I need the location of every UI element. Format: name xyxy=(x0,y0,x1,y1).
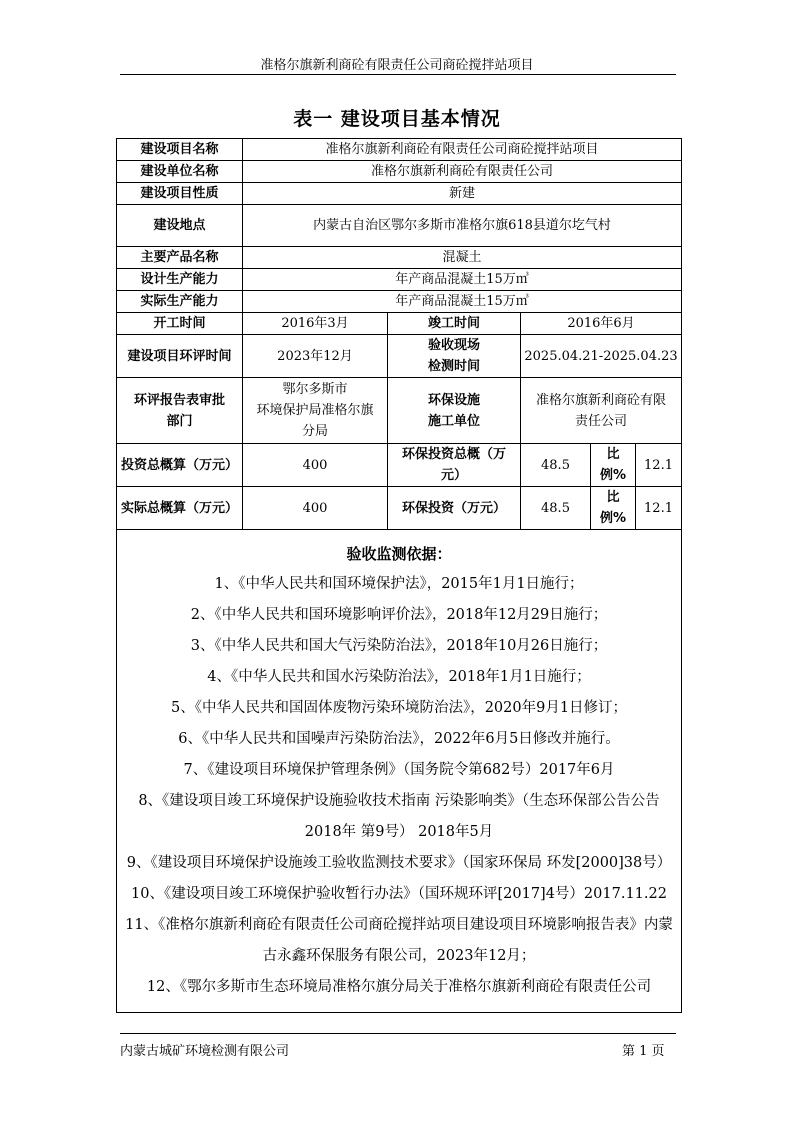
env-actual-label: 环保投资（万元） xyxy=(388,487,521,530)
page-header: 准格尔旗新利商砼有限责任公司商砼搅拌站项目 xyxy=(260,58,534,73)
inspection-time-value: 2025.04.21-2025.04.23 xyxy=(521,335,682,378)
row-actual-capacity xyxy=(117,291,682,313)
budget-label: 投资总概算（万元） xyxy=(117,444,243,487)
unit-value: 准格尔旗新利商砼有限责任公司 xyxy=(243,161,682,183)
project-name-value: 准格尔旗新利商砼有限责任公司商砼搅拌站项目 xyxy=(243,139,682,161)
construction-unit-value xyxy=(521,378,682,444)
footer-divider xyxy=(120,1033,676,1034)
basis-item: 12、《鄂尔多斯市生态环境局准格尔旗分局关于准格尔旗新利商砼有限责任公司 xyxy=(146,979,652,995)
env-actual-value: 48.5 xyxy=(521,487,591,530)
page-title: 表一 建设项目基本情况 xyxy=(293,108,501,130)
row-budget xyxy=(117,444,682,487)
approval-dept-label-line1: 环评报告表审批 xyxy=(133,392,225,408)
budget-ratio-label: 比例% xyxy=(591,444,636,487)
location-value: 内蒙古自治区鄂尔多斯市准格尔旗618县道尔圪气村 xyxy=(243,205,682,247)
completion-time-label: 竣工时间 xyxy=(388,313,521,335)
row-unit xyxy=(117,161,682,183)
basis-item: 6、《中华人民共和国噪声污染防治法》，2022年6月5日修改并施行。 xyxy=(178,731,620,747)
approval-dept-value-line1: 鄂尔多斯市 xyxy=(282,382,348,397)
construction-unit-label-line1: 环保设施 xyxy=(427,392,480,408)
approval-dept-value-line2: 环境保护局准格尔旗 xyxy=(256,403,374,418)
project-info-table xyxy=(116,138,682,1013)
row-project-name xyxy=(117,139,682,161)
construction-unit-value-line2: 责任公司 xyxy=(575,413,628,429)
approval-dept-value-line3: 分局 xyxy=(301,424,328,439)
location-label: 建设地点 xyxy=(117,205,243,247)
monitoring-basis-title: 验收监测依据： xyxy=(346,545,452,563)
basis-item: 4、《中华人民共和国水污染防治法》，2018年1月1日施行； xyxy=(207,669,591,685)
eia-time-value: 2023年12月 xyxy=(243,335,388,378)
header-divider xyxy=(120,74,676,75)
env-budget-label-line1: 环保投资总概（万 xyxy=(401,447,506,462)
nature-label: 建设项目性质 xyxy=(117,183,243,205)
footer-company: 内蒙古城矿环境检测有限公司 xyxy=(120,1044,290,1059)
construction-unit-label-line2: 施工单位 xyxy=(427,413,480,429)
actual-budget-label: 实际总概算（万元） xyxy=(117,487,243,530)
basis-item: 11、《准格尔旗新利商砼有限责任公司商砼搅拌站项目建设项目环境影响报告表》内蒙古永鑫环保服务有限公司，2023年12月； xyxy=(125,917,673,964)
design-capacity-label: 设计生产能力 xyxy=(117,269,243,291)
basis-item: 10、《建设项目竣工环境保护验收暂行办法》（国环规环评[2017]4号）2017.11.22 xyxy=(131,886,667,902)
basis-item: 2、《中华人民共和国环境影响评价法》，2018年12月29日施行； xyxy=(190,607,608,623)
row-product xyxy=(117,247,682,269)
row-eia-time xyxy=(117,335,682,378)
inspection-time-label-line1: 验收现场 xyxy=(427,338,480,353)
basis-item: 9、《建设项目环境保护设施竣工验收监测技术要求》（国家环保局 环发[2000]38号） xyxy=(126,855,672,871)
row-actual xyxy=(117,487,682,530)
approval-dept-label-line2: 部门 xyxy=(166,413,193,429)
env-budget-label-line2: 元） xyxy=(440,468,467,483)
budget-value: 400 xyxy=(243,444,388,487)
env-budget-value: 48.5 xyxy=(521,444,591,487)
basis-item: 8、《建设项目竣工环境保护设施验收技术指南 污染影响类》（生态环保部公告公告2018年 第9号） 2018年5月 xyxy=(138,793,660,840)
monitoring-basis-cell xyxy=(117,530,682,1013)
row-approval xyxy=(117,378,682,444)
start-time-label: 开工时间 xyxy=(117,313,243,335)
env-budget-label xyxy=(388,444,521,487)
page-number: 第 1 页 xyxy=(622,1044,665,1059)
basis-item: 1、《中华人民共和国环境保护法》，2015年1月1日施行； xyxy=(214,576,584,592)
product-value: 混凝土 xyxy=(243,247,682,269)
actual-capacity-value: 年产商品混凝土15万㎥ xyxy=(243,291,682,313)
approval-dept-value xyxy=(243,378,388,444)
row-nature xyxy=(117,183,682,205)
basis-item: 3、《中华人民共和国大气污染防治法》，2018年10月26日施行； xyxy=(190,638,608,654)
row-basis xyxy=(117,530,682,1013)
actual-ratio-value: 12.1 xyxy=(636,487,682,530)
inspection-time-label xyxy=(388,335,521,378)
inspection-time-label-line2: 检测时间 xyxy=(427,359,480,374)
basis-item: 5、《中华人民共和国固体废物污染环境防治法》，2020年9月1日修订； xyxy=(170,700,628,716)
actual-budget-value: 400 xyxy=(243,487,388,530)
row-design-capacity xyxy=(117,269,682,291)
row-start-time xyxy=(117,313,682,335)
basis-item: 7、《建设项目环境保护管理条例》（国务院令第682号）2017年6月 xyxy=(183,762,615,778)
design-capacity-value: 年产商品混凝土15万㎥ xyxy=(243,269,682,291)
row-location xyxy=(117,205,682,247)
product-label: 主要产品名称 xyxy=(117,247,243,269)
budget-ratio-value: 12.1 xyxy=(636,444,682,487)
approval-dept-label xyxy=(117,378,243,444)
project-name-label: 建设项目名称 xyxy=(117,139,243,161)
actual-capacity-label: 实际生产能力 xyxy=(117,291,243,313)
start-time-value: 2016年3月 xyxy=(243,313,388,335)
actual-ratio-label: 比例% xyxy=(591,487,636,530)
construction-unit-value-line1: 准格尔旗新利商砼有限 xyxy=(536,392,667,408)
eia-time-label: 建设项目环评时间 xyxy=(117,335,243,378)
completion-time-value: 2016年6月 xyxy=(521,313,682,335)
unit-label: 建设单位名称 xyxy=(117,161,243,183)
construction-unit-label xyxy=(388,378,521,444)
nature-value: 新建 xyxy=(243,183,682,205)
